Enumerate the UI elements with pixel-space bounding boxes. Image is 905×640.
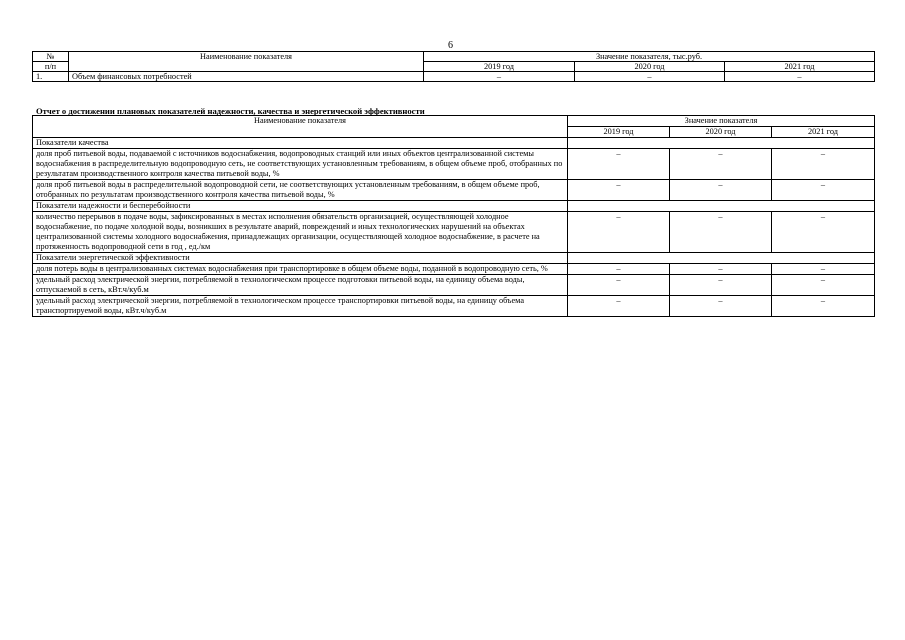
row-value: –	[424, 72, 575, 82]
section-title: Показатели надежности и бесперебойности	[33, 201, 568, 212]
row-value: –	[772, 149, 875, 180]
col-name-header: Наименование показателя	[33, 116, 568, 138]
row-value: –	[670, 149, 772, 180]
section-row	[33, 201, 875, 212]
table-row	[33, 180, 875, 201]
table-row	[33, 212, 875, 253]
col-num-header-sub: п/п	[33, 62, 69, 72]
year-header: 2019 год	[568, 127, 670, 138]
col-value-header: Значение показателя	[568, 116, 875, 127]
col-value-header: Значение показателя, тыс.руб.	[424, 52, 875, 62]
row-value: –	[670, 296, 772, 317]
row-value: –	[670, 264, 772, 275]
section-title: Показатели качества	[33, 138, 568, 149]
year-header: 2021 год	[725, 62, 875, 72]
row-value: –	[772, 180, 875, 201]
row-value: –	[568, 180, 670, 201]
row-value: –	[772, 264, 875, 275]
row-value: –	[568, 296, 670, 317]
row-name: доля проб питьевой воды, подаваемой с источников водоснабжения, водопроводных станций или иных объектов централизованной системы водоснабжения в распределительную водопроводную сеть, не соответствующих установленным требованиям, в общем объеме проб, отобранных по результатам производственного контроля качества питьевой воды, %	[33, 149, 568, 180]
row-value: –	[670, 275, 772, 296]
year-header: 2019 год	[424, 62, 575, 72]
col-num-header: №	[33, 52, 69, 62]
year-header: 2020 год	[670, 127, 772, 138]
row-name: удельный расход электрической энергии, потребляемой в технологическом процессе транспортировки питьевой воды, на единицу объема транспортируемой воды, кВт.ч/куб.м	[33, 296, 568, 317]
section-row	[33, 253, 875, 264]
row-value: –	[670, 212, 772, 253]
year-header: 2020 год	[575, 62, 725, 72]
table-row	[33, 275, 875, 296]
row-name: удельный расход электрической энергии, потребляемой в технологическом процессе подготовки питьевой воды, на единицу объема воды, отпускаемой в сеть, кВт.ч/куб.м	[33, 275, 568, 296]
row-name: количество перерывов в подаче воды, зафиксированных в местах исполнения обязательств организацией, осуществляющей холодное водоснабжение, по подаче холодной воды, возникших в результате аварий, повреждений и иных технологических нарушений на объектах централизованной системы холодного водоснабжения, принадлежащих организации, осуществляющей холодное водоснабжение, в расчете на протяженность водопроводной сети в год , ед./км	[33, 212, 568, 253]
indicators-table	[32, 115, 875, 317]
row-value: –	[568, 264, 670, 275]
col-name-header: Наименование показателя	[69, 52, 424, 72]
section-row	[33, 138, 875, 149]
table-row	[33, 72, 875, 82]
table-row	[33, 149, 875, 180]
page-number: 6	[448, 40, 453, 51]
row-value: –	[772, 212, 875, 253]
row-value: –	[568, 275, 670, 296]
row-value: –	[568, 212, 670, 253]
row-value: –	[772, 296, 875, 317]
row-value: –	[670, 180, 772, 201]
row-value: –	[568, 149, 670, 180]
row-value: –	[725, 72, 875, 82]
row-name: доля проб питьевой воды в распределительной водопроводной сети, не соответствующих установленным требованиям, в общем объеме проб, отобранных по результатам производственного контроля качества питьевой воды, %	[33, 180, 568, 201]
row-value: –	[772, 275, 875, 296]
financial-needs-table	[32, 51, 875, 82]
row-name: доля потерь воды в централизованных системах водоснабжения при транспортировке в общем объеме воды, поданной в водопроводную сеть, %	[33, 264, 568, 275]
row-name: Объем финансовых потребностей	[69, 72, 424, 82]
report-title: Отчет о достижении плановых показателей надежности, качества и энергетической эффективности	[36, 106, 425, 116]
year-header: 2021 год	[772, 127, 875, 138]
row-num: 1.	[33, 72, 69, 82]
table-row	[33, 264, 875, 275]
table-row	[33, 296, 875, 317]
row-value: –	[575, 72, 725, 82]
section-title: Показатели энергетической эффективности	[33, 253, 568, 264]
